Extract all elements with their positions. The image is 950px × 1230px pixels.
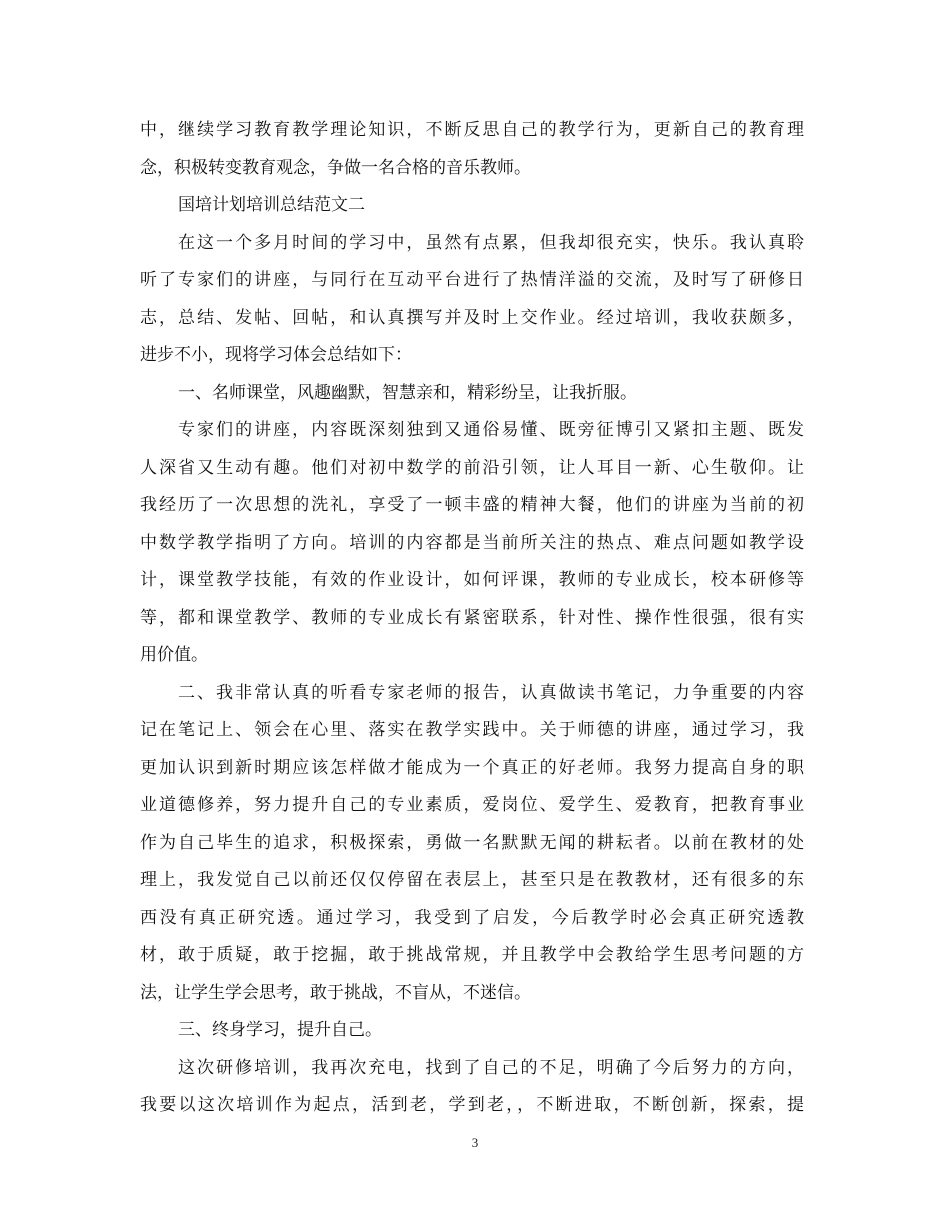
- paragraph: [140, 412, 804, 675]
- text-line: 材，敢于质疑，敢于挖掘，敢于挑战常规，并且教学中会教给学生思考问题的方: [140, 945, 804, 965]
- text-line: 这次研修培训，我再次充电，找到了自己的不足，明确了今后努力的方向，: [178, 1057, 804, 1078]
- text-line: 理上，我发觉自己以前还仅仅停留在表层上，甚至只是在教教材，还有很多的东: [140, 870, 804, 890]
- text-line: 进步不小，现将学习体会总结如下：: [140, 345, 412, 365]
- text-line: 法，让学生学会思考，敢于挑战，不盲从，不迷信。: [140, 982, 531, 1003]
- section-heading: [140, 375, 804, 413]
- text-line: 国培计划培训总结范文二: [178, 195, 365, 215]
- text-line: 中数学教学指明了方向。培训的内容都是当前所关注的热点、难点问题如教学设: [140, 532, 804, 553]
- text-line: 听了专家们的讲座，与同行在互动平台进行了热情洋溢的交流，及时写了研修日: [140, 270, 804, 290]
- text-line: 人深省又生动有趣。他们对初中数学的前沿引领，让人耳目一新、心生敬仰。让: [140, 457, 804, 478]
- document-body: [140, 112, 804, 1125]
- text-line: 我要以这次培训作为起点，活到老，学到老，，不断进取，不断创新，探索，提: [140, 1095, 804, 1115]
- text-line: 一、名师课堂，风趣幽默，智慧亲和，精彩纷呈，让我折服。: [178, 382, 637, 403]
- text-line: 记在笔记上、领会在心里、落实在教学实践中。关于师德的讲座，通过学习，我: [140, 720, 804, 740]
- text-line: 在这一个多月时间的学习中，虽然有点累，但我却很充实，快乐。我认真聆: [178, 232, 804, 253]
- text-line: 念，积极转变教育观念，争做一名合格的音乐教师。: [140, 157, 531, 178]
- paragraph: [140, 675, 804, 1013]
- text-line: 志，总结、发帖、回帖，和认真撰写并及时上交作业。经过培训，我收获颇多，: [140, 307, 804, 328]
- text-line: 业道德修养，努力提升自己的专业素质，爱岗位、爱学生、爱教育，把教育事业: [140, 795, 804, 815]
- text-line: 西没有真正研究透。通过学习，我受到了启发，今后教学时必会真正研究透教: [140, 907, 804, 928]
- section-heading: [140, 187, 804, 225]
- page-number: 3: [471, 1135, 479, 1150]
- text-line: 更加认识到新时期应该怎样做才能成为一个真正的好老师。我努力提高自身的职: [140, 757, 804, 778]
- text-line: 二、我非常认真的听看专家老师的报告，认真做读书笔记，力争重要的内容: [178, 682, 804, 703]
- text-line: 作为自己毕生的追求，积极探索，勇做一名默默无闻的耕耘者。以前在教材的处: [140, 832, 804, 853]
- text-line: 计，课堂教学技能，有效的作业设计，如何评课，教师的专业成长，校本研修等: [140, 570, 804, 590]
- text-line: 用价值。: [140, 645, 208, 665]
- text-line: 三、终身学习，提升自己。: [178, 1020, 382, 1040]
- paragraph: [140, 225, 804, 375]
- paragraph: [140, 1050, 804, 1125]
- text-line: 专家们的讲座，内容既深刻独到又通俗易懂、既旁征博引又紧扣主题、既发: [178, 420, 804, 440]
- text-line: 我经历了一次思想的洗礼，享受了一顿丰盛的精神大餐，他们的讲座为当前的初: [140, 495, 804, 515]
- text-line: 中，继续学习教育教学理论知识，不断反思自己的教学行为，更新自己的教育理: [140, 120, 804, 140]
- text-line: 等，都和课堂教学、教师的专业成长有紧密联系，针对性、操作性很强，很有实: [140, 607, 804, 628]
- paragraph: [140, 112, 804, 187]
- section-heading: [140, 1012, 804, 1050]
